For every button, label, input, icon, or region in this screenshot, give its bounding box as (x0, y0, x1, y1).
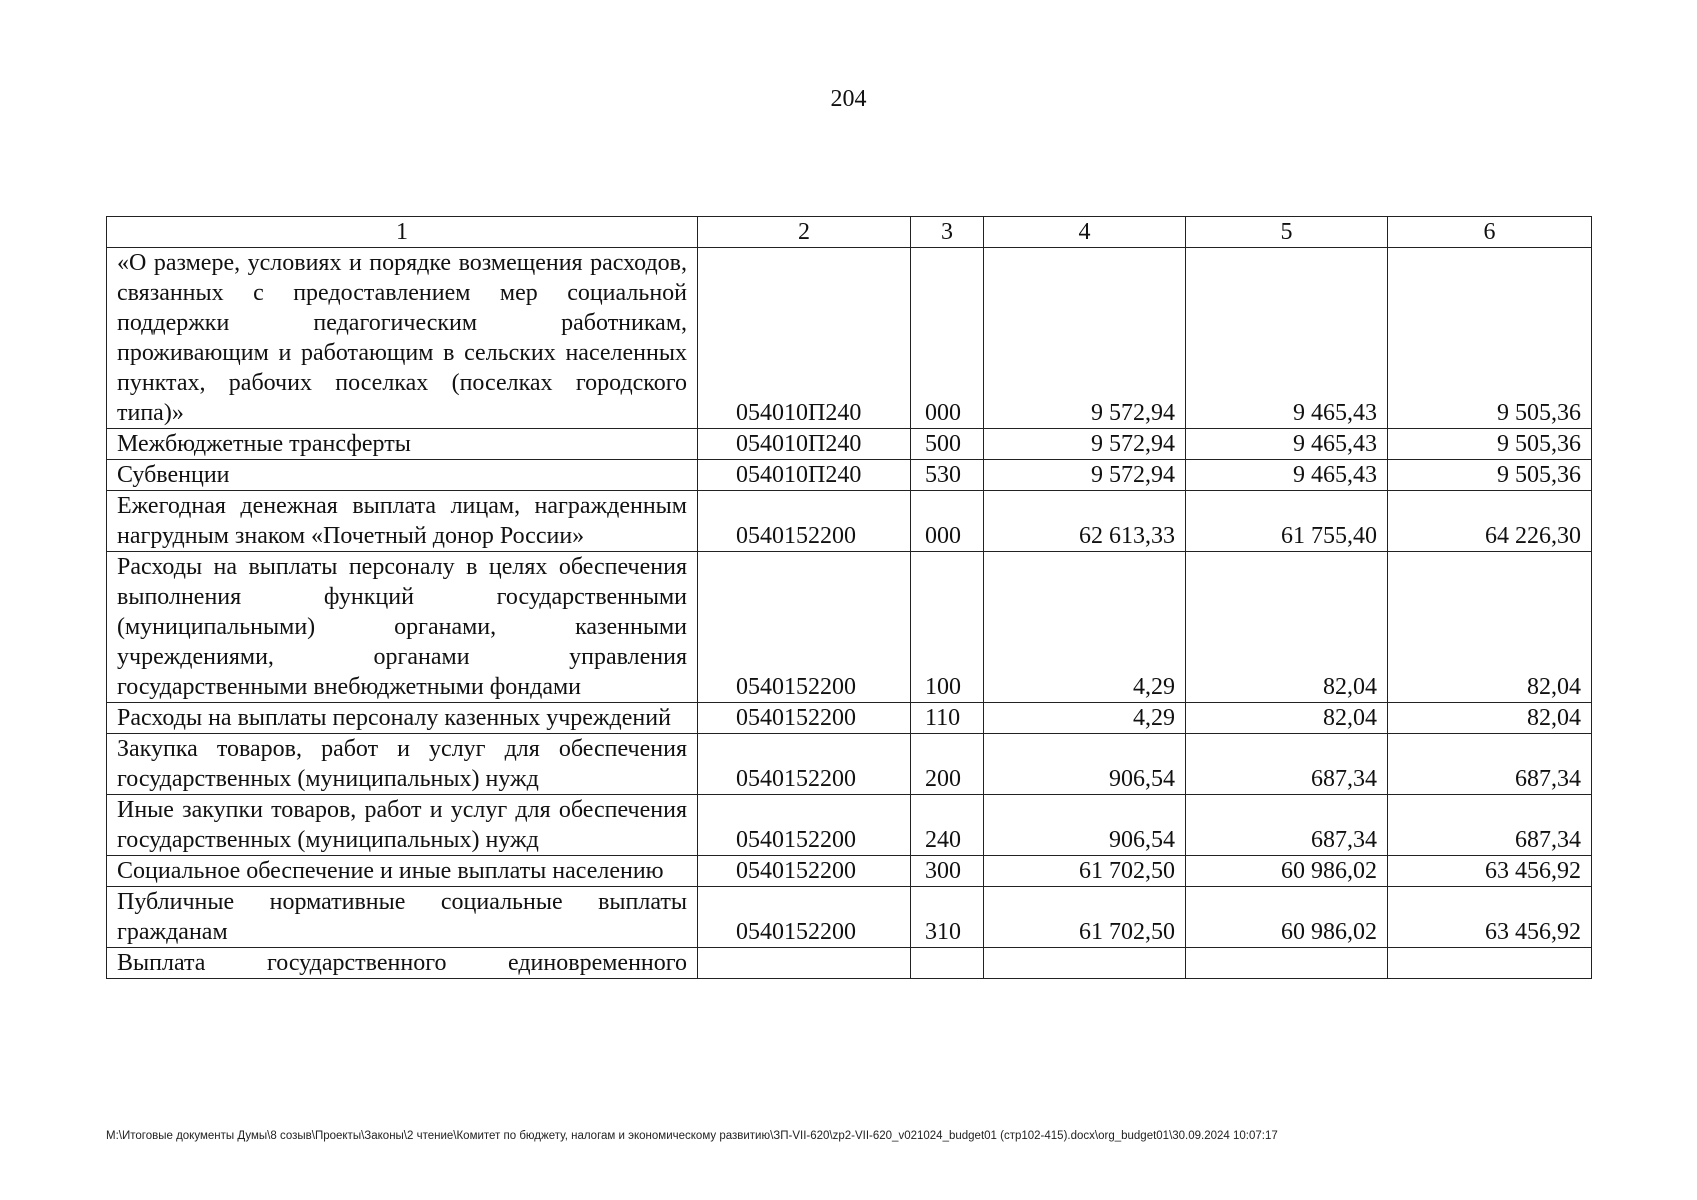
row-type: 100 (911, 552, 984, 703)
row-value-5 (1186, 948, 1388, 979)
row-name: Расходы на выплаты персоналу в целях обеспечения выполнения функций государственными (муниципальными) органами, казенными учреждениями, органами управления государственными внебюджетными фондами (107, 552, 698, 703)
row-value-5: 9 465,43 (1186, 460, 1388, 491)
budget-table (106, 216, 1592, 979)
row-value-5: 60 986,02 (1186, 856, 1388, 887)
row-value-6: 63 456,92 (1388, 887, 1592, 948)
row-type (911, 948, 984, 979)
row-type: 240 (911, 795, 984, 856)
row-value-6: 687,34 (1388, 795, 1592, 856)
row-value-6: 9 505,36 (1388, 460, 1592, 491)
header-col-6: 6 (1388, 217, 1592, 248)
table-row (107, 856, 1592, 887)
table-row (107, 552, 1592, 703)
row-type: 200 (911, 734, 984, 795)
row-value-5: 82,04 (1186, 703, 1388, 734)
row-value-6: 63 456,92 (1388, 856, 1592, 887)
row-value-4: 9 572,94 (984, 460, 1186, 491)
row-name: Выплата государственного единовременного (107, 948, 698, 979)
row-value-4: 9 572,94 (984, 429, 1186, 460)
row-value-4: 62 613,33 (984, 491, 1186, 552)
row-code: 054010П240 (698, 248, 911, 429)
header-col-1: 1 (107, 217, 698, 248)
header-col-3: 3 (911, 217, 984, 248)
row-code: 0540152200 (698, 734, 911, 795)
row-value-4 (984, 948, 1186, 979)
row-value-4: 906,54 (984, 795, 1186, 856)
table-row (107, 491, 1592, 552)
row-value-4: 4,29 (984, 703, 1186, 734)
row-code: 0540152200 (698, 552, 911, 703)
row-type: 000 (911, 248, 984, 429)
row-value-4: 4,29 (984, 552, 1186, 703)
table-header-row (107, 217, 1592, 248)
table-row (107, 248, 1592, 429)
row-name: Социальное обеспечение и иные выплаты населению (107, 856, 698, 887)
row-name: Субвенции (107, 460, 698, 491)
row-value-5: 82,04 (1186, 552, 1388, 703)
page-number: 204 (830, 86, 867, 112)
row-value-4: 9 572,94 (984, 248, 1186, 429)
row-type: 500 (911, 429, 984, 460)
header-col-5: 5 (1186, 217, 1388, 248)
table-row (107, 795, 1592, 856)
footer-file-path: M:\Итоговые документы Думы\8 созыв\Проекты\Законы\2 чтение\Комитет по бюджету, налогам и экономическому развитию\ЗП-VII-620\zp2-VII-620_v021024_budget01 (стр102-415).docx\org_budget01\30.09.2024 10:07:17 (106, 1130, 1278, 1142)
row-name: Расходы на выплаты персоналу казенных учреждений (107, 703, 698, 734)
row-code: 0540152200 (698, 887, 911, 948)
row-type: 300 (911, 856, 984, 887)
row-name: Публичные нормативные социальные выплаты гражданам (107, 887, 698, 948)
header-col-4: 4 (984, 217, 1186, 248)
table-row (107, 703, 1592, 734)
row-value-5: 687,34 (1186, 795, 1388, 856)
row-value-5: 687,34 (1186, 734, 1388, 795)
row-name: «О размере, условиях и порядке возмещения расходов, связанных с предоставлением мер социальной поддержки педагогическим работникам, проживающим и работающим в сельских населенных пунктах, рабочих поселках (поселках городского типа)» (107, 248, 698, 429)
row-value-5: 61 755,40 (1186, 491, 1388, 552)
row-type: 110 (911, 703, 984, 734)
row-value-4: 61 702,50 (984, 856, 1186, 887)
header-col-2: 2 (698, 217, 911, 248)
table-row (107, 460, 1592, 491)
row-code: 054010П240 (698, 429, 911, 460)
row-code: 0540152200 (698, 703, 911, 734)
row-type: 310 (911, 887, 984, 948)
row-name: Иные закупки товаров, работ и услуг для обеспечения государственных (муниципальных) нужд (107, 795, 698, 856)
row-value-5: 9 465,43 (1186, 429, 1388, 460)
table-row (107, 429, 1592, 460)
row-type: 000 (911, 491, 984, 552)
row-code: 0540152200 (698, 856, 911, 887)
row-value-5: 9 465,43 (1186, 248, 1388, 429)
table-row (107, 948, 1592, 979)
table-row (107, 887, 1592, 948)
row-value-4: 61 702,50 (984, 887, 1186, 948)
row-name: Закупка товаров, работ и услуг для обеспечения государственных (муниципальных) нужд (107, 734, 698, 795)
row-value-6 (1388, 948, 1592, 979)
row-value-6: 9 505,36 (1388, 429, 1592, 460)
row-name: Ежегодная денежная выплата лицам, награжденным нагрудным знаком «Почетный донор России» (107, 491, 698, 552)
row-value-6: 9 505,36 (1388, 248, 1592, 429)
row-name: Межбюджетные трансферты (107, 429, 698, 460)
row-value-5: 60 986,02 (1186, 887, 1388, 948)
row-code: 0540152200 (698, 795, 911, 856)
table-row (107, 734, 1592, 795)
row-value-6: 64 226,30 (1388, 491, 1592, 552)
row-code: 054010П240 (698, 460, 911, 491)
row-value-6: 687,34 (1388, 734, 1592, 795)
row-type: 530 (911, 460, 984, 491)
row-code: 0540152200 (698, 491, 911, 552)
row-value-4: 906,54 (984, 734, 1186, 795)
row-value-6: 82,04 (1388, 703, 1592, 734)
row-code (698, 948, 911, 979)
row-value-6: 82,04 (1388, 552, 1592, 703)
